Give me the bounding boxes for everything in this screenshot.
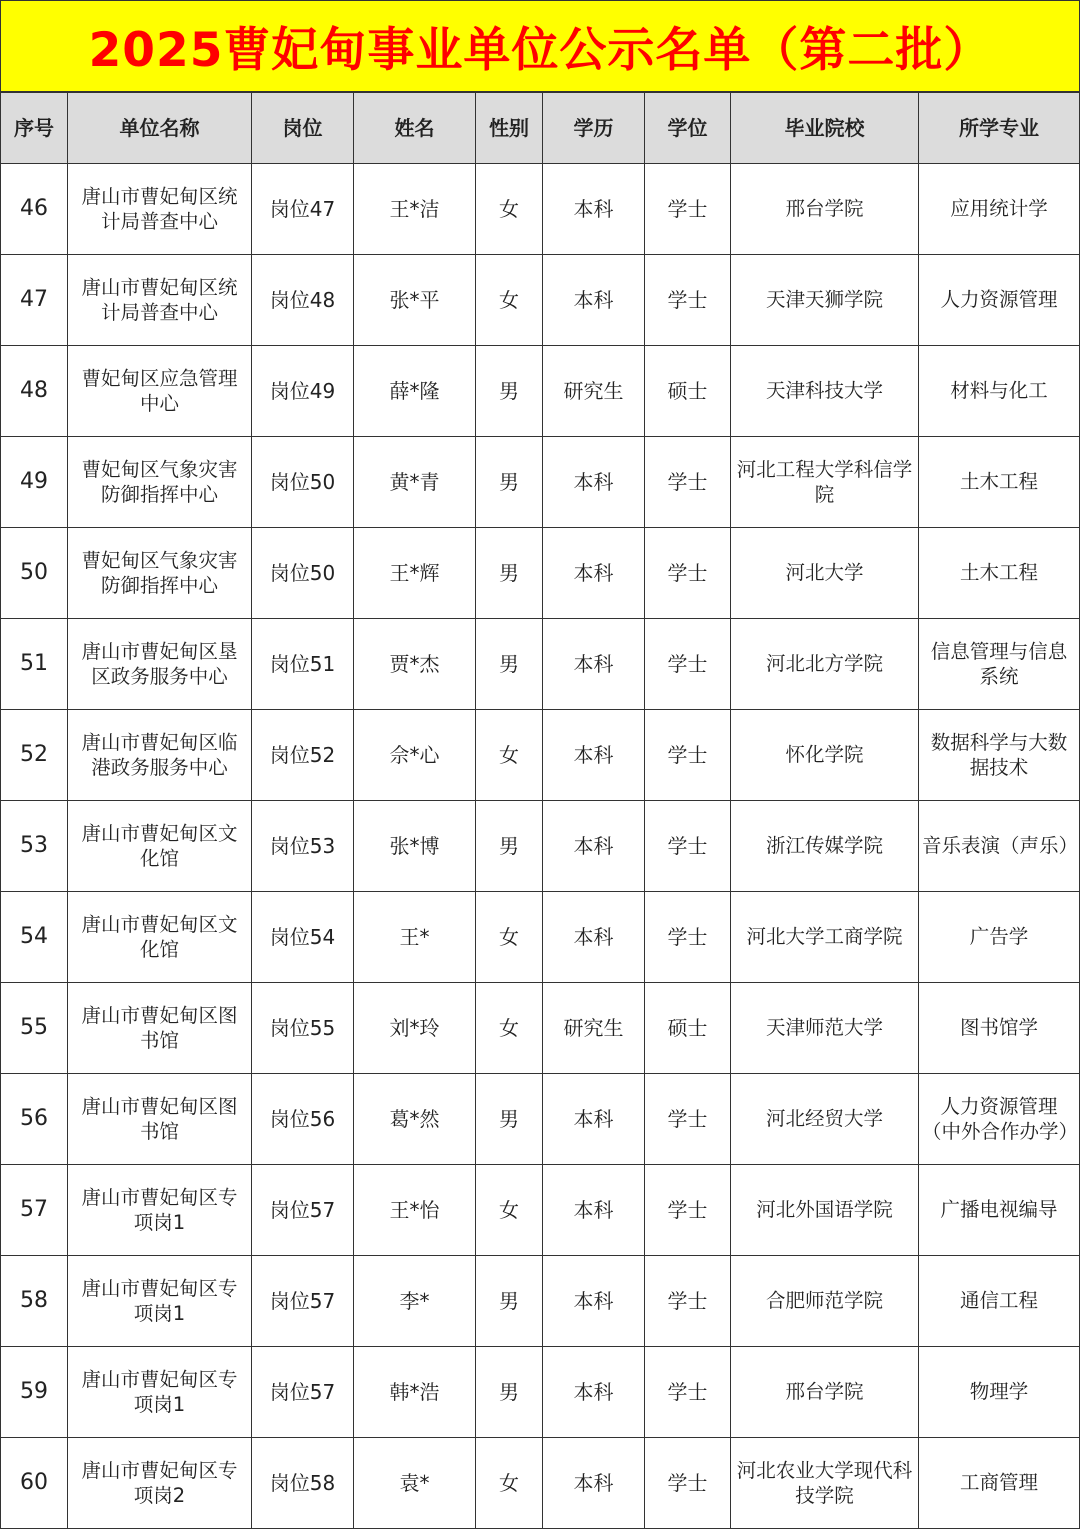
cell-degree: 学士 xyxy=(645,1438,731,1529)
cell-post: 岗位49 xyxy=(252,346,354,437)
cell-gender: 男 xyxy=(476,1256,543,1347)
cell-post: 岗位55 xyxy=(252,983,354,1074)
table-row xyxy=(1,1438,1080,1529)
cell-edu: 本科 xyxy=(543,1256,645,1347)
cell-edu: 本科 xyxy=(543,1438,645,1529)
cell-unit: 唐山市曹妃甸区文化馆 xyxy=(68,801,252,892)
table-row xyxy=(1,983,1080,1074)
cell-school: 浙江传媒学院 xyxy=(731,801,919,892)
cell-gender: 男 xyxy=(476,346,543,437)
table-row xyxy=(1,437,1080,528)
cell-degree: 学士 xyxy=(645,619,731,710)
header-unit: 单位名称 xyxy=(68,93,252,164)
cell-seq: 49 xyxy=(1,437,68,528)
cell-unit: 唐山市曹妃甸区统计局普查中心 xyxy=(68,164,252,255)
cell-edu: 本科 xyxy=(543,1165,645,1256)
cell-unit: 曹妃甸区气象灾害防御指挥中心 xyxy=(68,437,252,528)
cell-degree: 学士 xyxy=(645,1347,731,1438)
cell-major: 信息管理与信息系统 xyxy=(919,619,1080,710)
header-row xyxy=(1,93,1080,164)
cell-edu: 本科 xyxy=(543,437,645,528)
table-row xyxy=(1,346,1080,437)
cell-seq: 59 xyxy=(1,1347,68,1438)
cell-degree: 学士 xyxy=(645,255,731,346)
cell-degree: 学士 xyxy=(645,437,731,528)
table-row xyxy=(1,164,1080,255)
cell-name: 王*怡 xyxy=(354,1165,476,1256)
cell-name: 黄*青 xyxy=(354,437,476,528)
cell-post: 岗位48 xyxy=(252,255,354,346)
cell-school: 怀化学院 xyxy=(731,710,919,801)
cell-post: 岗位53 xyxy=(252,801,354,892)
cell-gender: 男 xyxy=(476,801,543,892)
cell-gender: 女 xyxy=(476,1165,543,1256)
table-row xyxy=(1,1074,1080,1165)
cell-unit: 曹妃甸区气象灾害防御指挥中心 xyxy=(68,528,252,619)
cell-gender: 女 xyxy=(476,164,543,255)
cell-unit: 唐山市曹妃甸区统计局普查中心 xyxy=(68,255,252,346)
cell-name: 袁* xyxy=(354,1438,476,1529)
cell-degree: 学士 xyxy=(645,1256,731,1347)
cell-seq: 55 xyxy=(1,983,68,1074)
cell-edu: 本科 xyxy=(543,255,645,346)
cell-major: 人力资源管理（中外合作办学） xyxy=(919,1074,1080,1165)
cell-unit: 唐山市曹妃甸区文化馆 xyxy=(68,892,252,983)
cell-major: 土木工程 xyxy=(919,437,1080,528)
cell-seq: 52 xyxy=(1,710,68,801)
cell-major: 广告学 xyxy=(919,892,1080,983)
cell-post: 岗位51 xyxy=(252,619,354,710)
cell-degree: 学士 xyxy=(645,528,731,619)
cell-post: 岗位50 xyxy=(252,528,354,619)
cell-post: 岗位54 xyxy=(252,892,354,983)
cell-edu: 研究生 xyxy=(543,983,645,1074)
cell-post: 岗位52 xyxy=(252,710,354,801)
cell-name: 张*博 xyxy=(354,801,476,892)
cell-unit: 唐山市曹妃甸区专项岗1 xyxy=(68,1256,252,1347)
cell-name: 王* xyxy=(354,892,476,983)
table-row xyxy=(1,1347,1080,1438)
cell-gender: 女 xyxy=(476,710,543,801)
cell-major: 土木工程 xyxy=(919,528,1080,619)
cell-major: 音乐表演（声乐） xyxy=(919,801,1080,892)
cell-name: 佘*心 xyxy=(354,710,476,801)
cell-post: 岗位47 xyxy=(252,164,354,255)
cell-unit: 唐山市曹妃甸区专项岗1 xyxy=(68,1165,252,1256)
cell-post: 岗位58 xyxy=(252,1438,354,1529)
cell-school: 天津师范大学 xyxy=(731,983,919,1074)
cell-degree: 硕士 xyxy=(645,983,731,1074)
cell-edu: 本科 xyxy=(543,164,645,255)
cell-gender: 男 xyxy=(476,437,543,528)
table-row xyxy=(1,619,1080,710)
cell-unit: 唐山市曹妃甸区垦区政务服务中心 xyxy=(68,619,252,710)
cell-school: 邢台学院 xyxy=(731,164,919,255)
cell-seq: 57 xyxy=(1,1165,68,1256)
cell-name: 张*平 xyxy=(354,255,476,346)
cell-school: 合肥师范学院 xyxy=(731,1256,919,1347)
cell-name: 李* xyxy=(354,1256,476,1347)
header-post: 岗位 xyxy=(252,93,354,164)
cell-major: 广播电视编导 xyxy=(919,1165,1080,1256)
cell-seq: 58 xyxy=(1,1256,68,1347)
cell-unit: 唐山市曹妃甸区专项岗2 xyxy=(68,1438,252,1529)
header-education: 学历 xyxy=(543,93,645,164)
cell-seq: 60 xyxy=(1,1438,68,1529)
cell-school: 邢台学院 xyxy=(731,1347,919,1438)
header-seq: 序号 xyxy=(1,93,68,164)
cell-seq: 46 xyxy=(1,164,68,255)
cell-gender: 女 xyxy=(476,255,543,346)
cell-school: 天津科技大学 xyxy=(731,346,919,437)
header-gender: 性别 xyxy=(476,93,543,164)
cell-name: 刘*玲 xyxy=(354,983,476,1074)
cell-post: 岗位57 xyxy=(252,1165,354,1256)
cell-school: 河北经贸大学 xyxy=(731,1074,919,1165)
page-title: 2025曹妃甸事业单位公示名单（第二批） xyxy=(88,22,992,78)
cell-seq: 51 xyxy=(1,619,68,710)
cell-edu: 本科 xyxy=(543,1347,645,1438)
cell-unit: 唐山市曹妃甸区临港政务服务中心 xyxy=(68,710,252,801)
cell-unit: 唐山市曹妃甸区专项岗1 xyxy=(68,1347,252,1438)
cell-name: 王*洁 xyxy=(354,164,476,255)
cell-unit: 曹妃甸区应急管理中心 xyxy=(68,346,252,437)
cell-school: 河北大学工商学院 xyxy=(731,892,919,983)
cell-degree: 学士 xyxy=(645,164,731,255)
cell-edu: 本科 xyxy=(543,528,645,619)
cell-school: 河北大学 xyxy=(731,528,919,619)
cell-seq: 50 xyxy=(1,528,68,619)
table-row xyxy=(1,528,1080,619)
cell-name: 王*辉 xyxy=(354,528,476,619)
cell-seq: 54 xyxy=(1,892,68,983)
cell-gender: 男 xyxy=(476,619,543,710)
cell-major: 图书馆学 xyxy=(919,983,1080,1074)
cell-seq: 56 xyxy=(1,1074,68,1165)
table-body xyxy=(1,164,1080,1529)
cell-major: 通信工程 xyxy=(919,1256,1080,1347)
table-row xyxy=(1,255,1080,346)
table-row xyxy=(1,801,1080,892)
cell-edu: 本科 xyxy=(543,619,645,710)
cell-seq: 47 xyxy=(1,255,68,346)
header-major: 所学专业 xyxy=(919,93,1080,164)
cell-edu: 本科 xyxy=(543,892,645,983)
cell-edu: 研究生 xyxy=(543,346,645,437)
cell-major: 工商管理 xyxy=(919,1438,1080,1529)
table-row xyxy=(1,1165,1080,1256)
cell-name: 葛*然 xyxy=(354,1074,476,1165)
roster-table xyxy=(0,92,1080,1529)
cell-degree: 学士 xyxy=(645,1074,731,1165)
cell-degree: 学士 xyxy=(645,892,731,983)
cell-post: 岗位50 xyxy=(252,437,354,528)
cell-seq: 53 xyxy=(1,801,68,892)
cell-name: 薛*隆 xyxy=(354,346,476,437)
cell-gender: 女 xyxy=(476,983,543,1074)
cell-gender: 男 xyxy=(476,1347,543,1438)
title-banner xyxy=(0,0,1080,92)
table-row xyxy=(1,892,1080,983)
cell-name: 韩*浩 xyxy=(354,1347,476,1438)
cell-major: 人力资源管理 xyxy=(919,255,1080,346)
header-name: 姓名 xyxy=(354,93,476,164)
cell-post: 岗位57 xyxy=(252,1256,354,1347)
cell-gender: 女 xyxy=(476,892,543,983)
cell-gender: 男 xyxy=(476,1074,543,1165)
table-row xyxy=(1,1256,1080,1347)
table-row xyxy=(1,710,1080,801)
cell-major: 数据科学与大数据技术 xyxy=(919,710,1080,801)
cell-post: 岗位56 xyxy=(252,1074,354,1165)
cell-unit: 唐山市曹妃甸区图书馆 xyxy=(68,1074,252,1165)
cell-degree: 学士 xyxy=(645,1165,731,1256)
cell-name: 贾*杰 xyxy=(354,619,476,710)
cell-major: 材料与化工 xyxy=(919,346,1080,437)
cell-degree: 硕士 xyxy=(645,346,731,437)
cell-unit: 唐山市曹妃甸区图书馆 xyxy=(68,983,252,1074)
cell-gender: 女 xyxy=(476,1438,543,1529)
cell-post: 岗位57 xyxy=(252,1347,354,1438)
cell-edu: 本科 xyxy=(543,710,645,801)
header-school: 毕业院校 xyxy=(731,93,919,164)
cell-seq: 48 xyxy=(1,346,68,437)
cell-edu: 本科 xyxy=(543,801,645,892)
cell-degree: 学士 xyxy=(645,801,731,892)
cell-edu: 本科 xyxy=(543,1074,645,1165)
cell-school: 河北外国语学院 xyxy=(731,1165,919,1256)
header-degree: 学位 xyxy=(645,93,731,164)
cell-major: 物理学 xyxy=(919,1347,1080,1438)
cell-major: 应用统计学 xyxy=(919,164,1080,255)
cell-school: 河北北方学院 xyxy=(731,619,919,710)
cell-degree: 学士 xyxy=(645,710,731,801)
cell-school: 河北农业大学现代科技学院 xyxy=(731,1438,919,1529)
cell-school: 天津天狮学院 xyxy=(731,255,919,346)
cell-gender: 男 xyxy=(476,528,543,619)
cell-school: 河北工程大学科信学院 xyxy=(731,437,919,528)
